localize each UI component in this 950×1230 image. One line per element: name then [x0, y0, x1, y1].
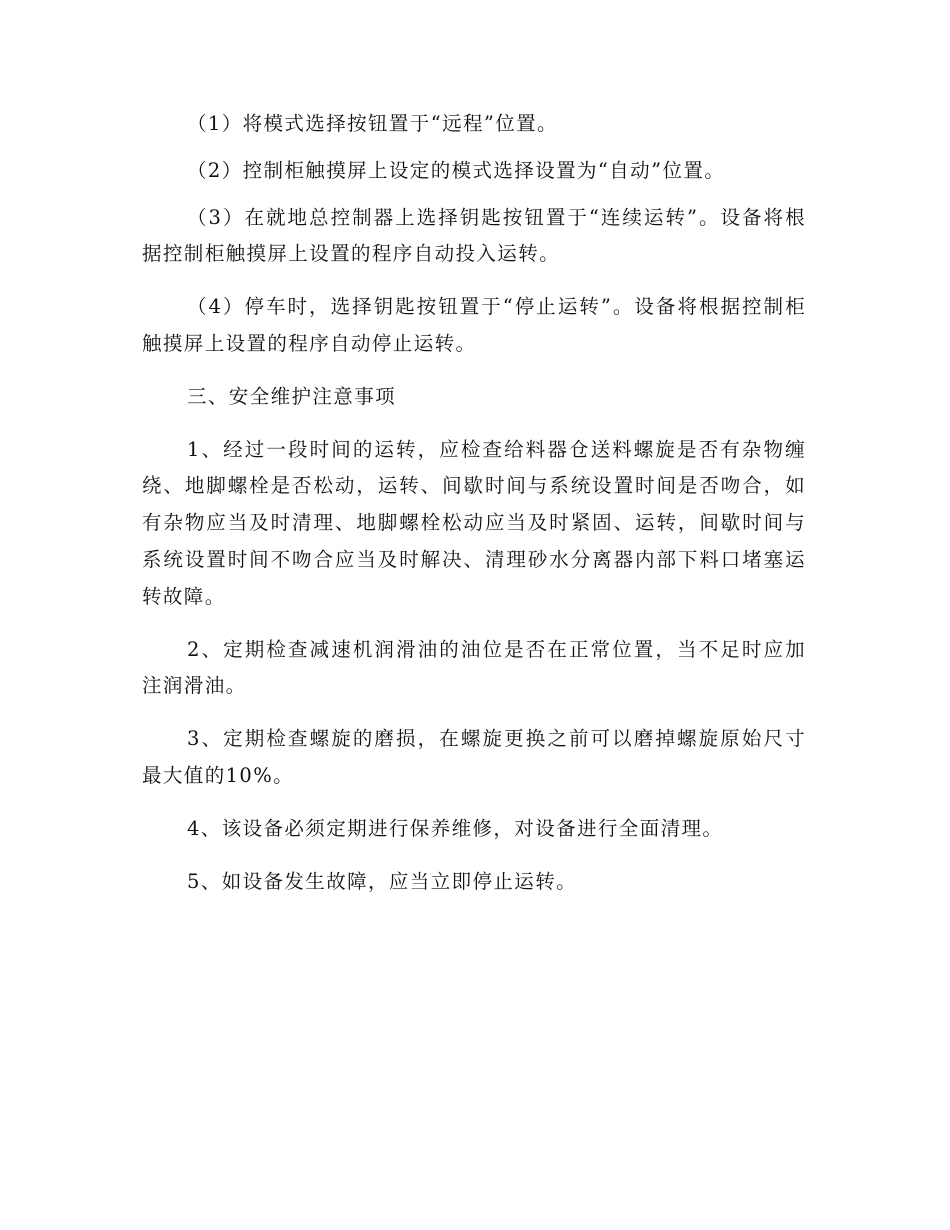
safety-item-2: 2、定期检查减速机润滑油的油位是否在正常位置，当不足时应加注润滑油。 — [142, 637, 806, 698]
safety-item-5: 5、如设备发生故障，应当立即停止运转。 — [187, 869, 578, 893]
step-3-paragraph: （3）在就地总控制器上选择钥匙按钮置于“连续运转”。设备将根据控制柜触摸屏上设置的程序自动投入运转。 — [142, 205, 806, 266]
safety-item-3: 3、定期检查螺旋的磨损，在螺旋更换之前可以磨掉螺旋原始尺寸最大值的10%。 — [142, 727, 806, 787]
document-body — [142, 106, 806, 900]
section-heading: 三、安全维护注意事项 — [187, 384, 397, 408]
safety-item-4: 4、该设备必须定期进行保养维修，对设备进行全面清理。 — [187, 816, 724, 840]
step-1-paragraph: （1）将模式选择按钮置于“远程”位置。 — [187, 112, 558, 135]
step-2-paragraph: （2）控制柜触摸屏上设定的模式选择设置为“自动”位置。 — [187, 158, 726, 182]
safety-item-1: 1、经过一段时间的运转，应检查给料器仓送料螺旋是否有杂物缠绕、地脚螺栓是否松动，运转、间歇时间与系统设置时间是否吻合，如有杂物应当及时清理、地脚螺栓松动应当及时紧固、运转，间歇时间与系统设置时间不吻合应当及时解决、清理砂水分离器内部下料口堵塞运转故障。 — [142, 437, 806, 608]
step-4-paragraph: （4）停车时，选择钥匙按钮置于“停止运转”。设备将根据控制柜触摸屏上设置的程序自动停止运转。 — [142, 295, 806, 355]
